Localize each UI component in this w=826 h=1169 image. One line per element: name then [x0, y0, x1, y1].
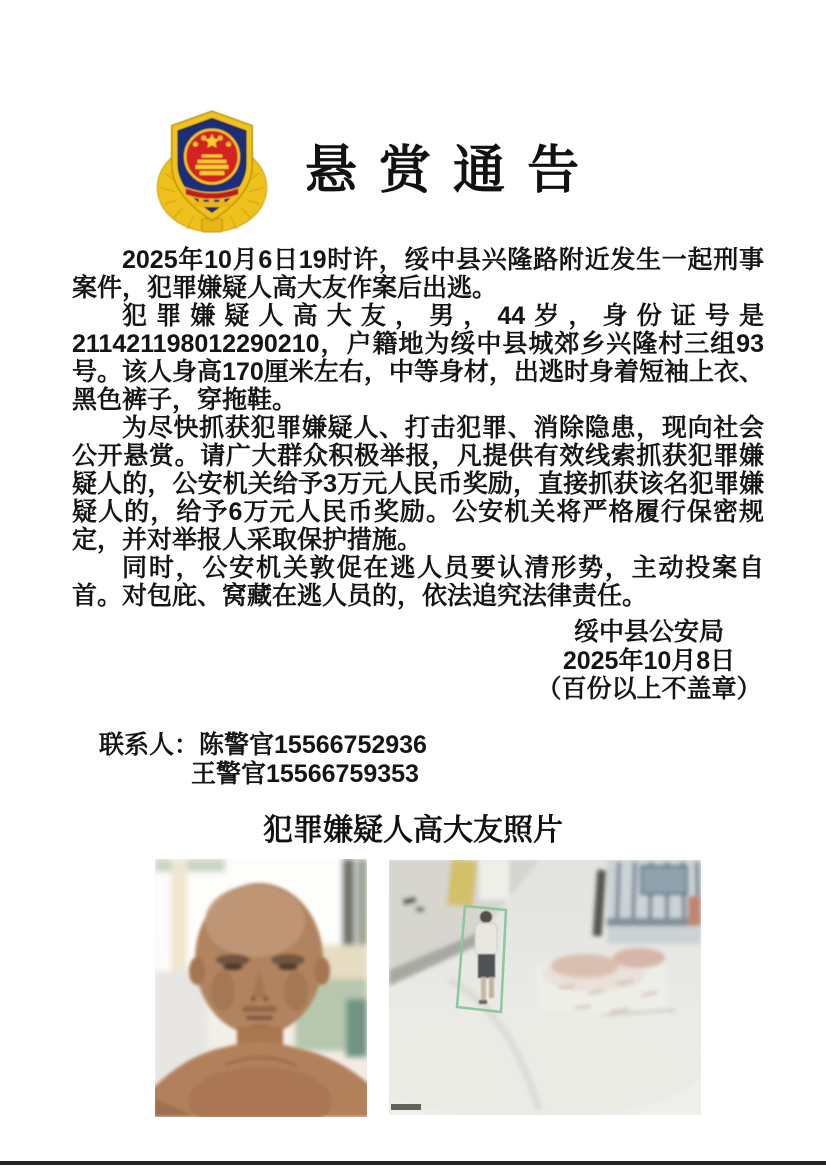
signature-block: [536, 618, 762, 704]
signature-date: 2025年10月8日: [562, 646, 736, 675]
paragraph-suspect-info: 犯罪嫌疑人高大友，男，44岁，身份证号是211421198012290210，户籍地为绥中县城郊乡兴隆村三组93号。该人身高170厘米左右，中等身材，出逃时身着短袖上衣、黑色裤子，穿拖鞋。: [72, 302, 764, 414]
signature-agency: 绥中县公安局: [573, 618, 724, 646]
paragraph-surrender-warning: 同时，公安机关敦促在逃人员要认清形势，主动投案自首。对包庇、窝藏在逃人员的，依法追究法律责任。: [72, 554, 764, 610]
paragraph-incident: 2025年10月6日19时许，绥中县兴隆路附近发生一起刑事案件，犯罪嫌疑人高大友作案后出逃。: [72, 246, 764, 302]
contact-officer-2: 王警官15566759353: [191, 760, 419, 788]
cctv-watermark: [391, 1104, 421, 1110]
suspect-portrait-photo: [155, 859, 367, 1117]
photos-caption: 犯罪嫌疑人高大友照片: [263, 814, 563, 847]
contact-block: [99, 731, 427, 789]
notice-title: 悬 赏 通 告: [304, 140, 582, 201]
paragraph-reward: 为尽快抓获犯罪嫌疑人、打击犯罪、消除隐患，现向社会公开悬赏。请广大群众积极举报，凡提供有效线索抓获犯罪嫌疑人的，公安机关给予3万元人民币奖励，直接抓获该名犯罪嫌疑人的，给予6万元人民币奖励。公安机关将严格履行保密规定，并对举报人采取保护措施。: [72, 414, 764, 554]
contact-label: 联系人：: [99, 731, 200, 759]
signature-note: （百份以上不盖章）: [536, 675, 762, 703]
cctv-photo: [389, 860, 701, 1115]
notice-body: [72, 246, 764, 610]
bottom-divider: [0, 1161, 826, 1165]
contact-officer-1: 陈警官15566752936: [199, 731, 427, 759]
